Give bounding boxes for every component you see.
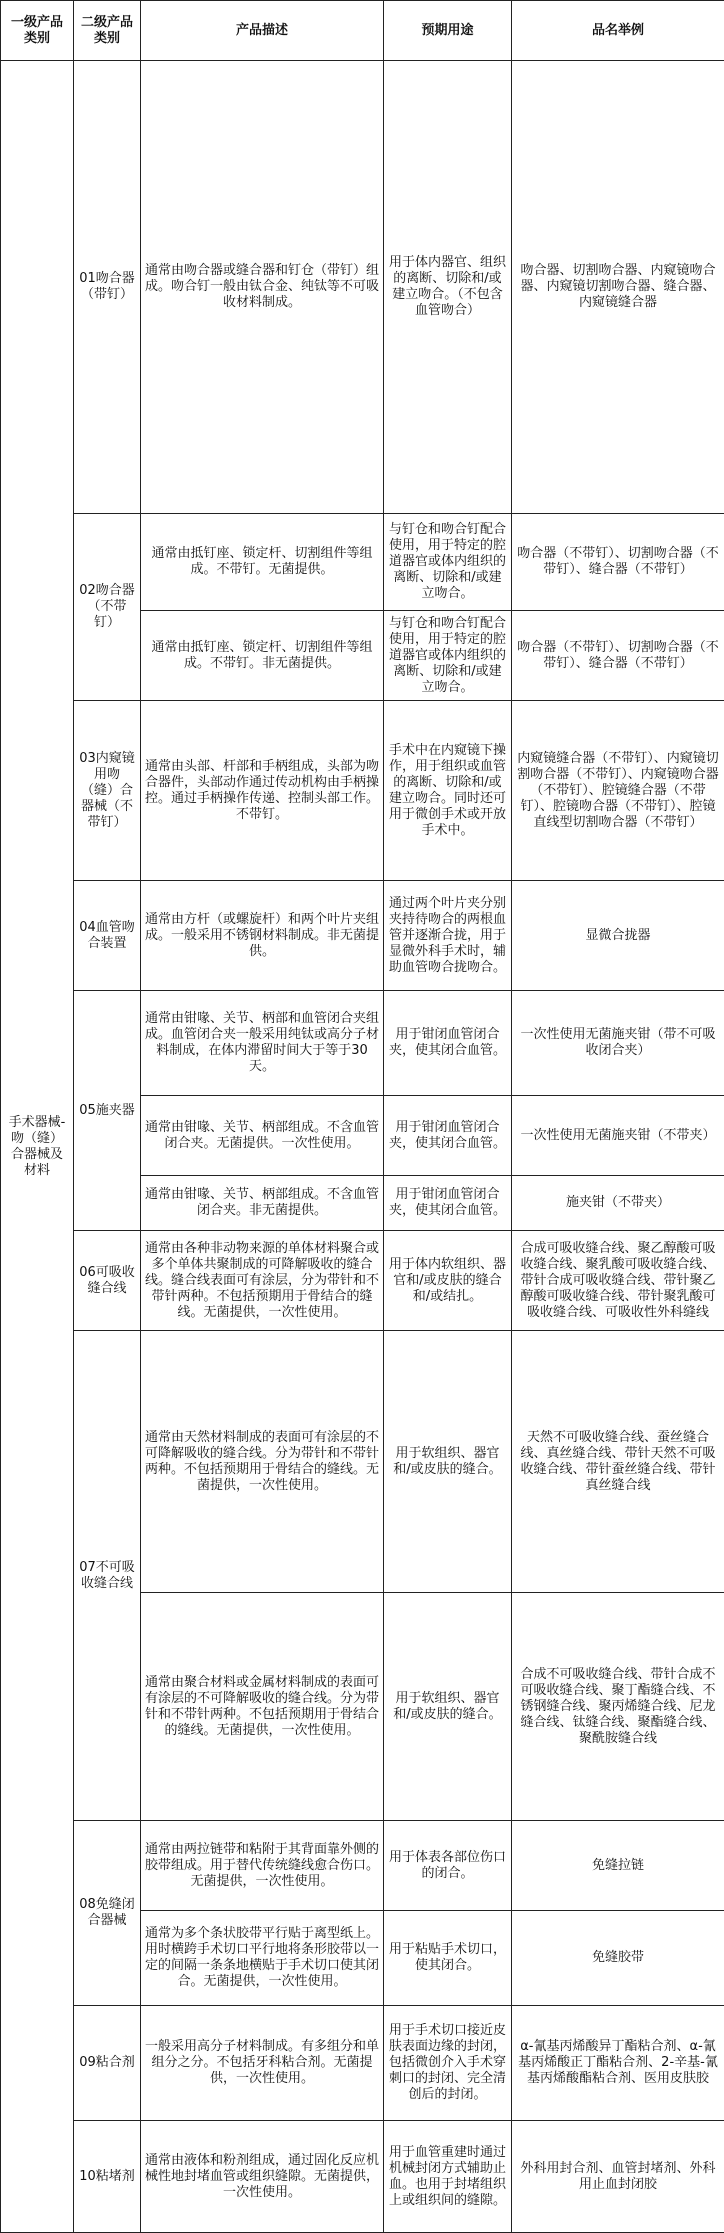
description-cell: 通常由方杆（或螺旋杆）和两个叶片夹组成。一般采用不锈钢材料制成。非无菌提供。 <box>141 881 384 991</box>
examples-cell: 天然不可吸收缝合线、蚕丝缝合线、真丝缝合线、带针天然不可吸收缝合线、带针蚕丝缝合线、带针真丝缝合线 <box>512 1331 724 1593</box>
primary-category-cell: 手术器械-吻（缝）合器械及材料 <box>1 61 74 2233</box>
table-row <box>1 1331 724 1593</box>
intended-use-cell: 通过两个叶片夹分别夹持待吻合的两根血管并逐渐合拢，用于显微外科手术时，辅助血管吻合拢吻合。 <box>384 881 512 991</box>
table-row <box>1 991 724 1096</box>
intended-use-cell: 用于钳闭血管闭合夹，使其闭合血管。 <box>384 1096 512 1176</box>
secondary-category-cell: 07不可吸收缝合线 <box>74 1331 141 1821</box>
secondary-category-cell: 08免缝闭合器械 <box>74 1821 141 2006</box>
header-description: 产品描述 <box>141 1 384 61</box>
examples-cell: 免缝拉链 <box>512 1821 724 1911</box>
intended-use-cell: 用于血管重建时通过机械封闭方式辅助止血。也用于封堵组织上或组织间的缝隙。 <box>384 2121 512 2233</box>
intended-use-cell: 用于钳闭血管闭合夹，使其闭合血管。 <box>384 991 512 1096</box>
header-secondary-category: 二级产品类别 <box>74 1 141 61</box>
table-row <box>1 1231 724 1331</box>
examples-cell: 一次性使用无菌施夹钳（带不可吸收闭合夹） <box>512 991 724 1096</box>
examples-cell: 一次性使用无菌施夹钳（不带夹） <box>512 1096 724 1176</box>
intended-use-cell: 与钉仓和吻合钉配合使用，用于特定的腔道器官或体内组织的离断、切除和/或建立吻合。 <box>384 611 512 701</box>
secondary-category-cell: 03内窥镜用吻（缝）合器械（不带钉） <box>74 701 141 881</box>
description-cell: 通常由吻合器或缝合器和钉仓（带钉）组成。吻合钉一般由钛合金、纯钛等不可吸收材料制成。 <box>141 61 384 514</box>
examples-cell: 显微合拢器 <box>512 881 724 991</box>
description-cell: 通常为多个条状胶带平行贴于离型纸上。用时横跨手术切口平行地将条形胶带以一定的间隔一条条地横贴于手术切口使其闭合。无菌提供，一次性使用。 <box>141 1911 384 2006</box>
table-row <box>1 2006 724 2121</box>
intended-use-cell: 用于体表各部位伤口的闭合。 <box>384 1821 512 1911</box>
intended-use-cell: 用于软组织、器官和/或皮肤的缝合。 <box>384 1331 512 1593</box>
examples-cell: 外科用封合剂、血管封堵剂、外科用止血封闭胶 <box>512 2121 724 2233</box>
table-row <box>1 61 724 514</box>
description-cell: 通常由抵钉座、锁定杆、切割组件等组成。不带钉。无菌提供。 <box>141 514 384 611</box>
examples-cell: 免缝胶带 <box>512 1911 724 2006</box>
description-cell: 通常由液体和粉剂组成，通过固化反应机械性地封堵血管或组织缝隙。无菌提供，一次性使用。 <box>141 2121 384 2233</box>
secondary-category-cell: 02吻合器（不带钉） <box>74 514 141 701</box>
description-cell: 一般采用高分子材料制成。有多组分和单组分之分。不包括牙科粘合剂。无菌提供，一次性使用。 <box>141 2006 384 2121</box>
table-row <box>1 1821 724 1911</box>
description-cell: 通常由钳喙、关节、柄部和血管闭合夹组成。血管闭合夹一般采用纯钛或高分子材料制成，在体内滞留时间大于等于30天。 <box>141 991 384 1096</box>
description-cell: 通常由天然材料制成的表面可有涂层的不可降解吸收的缝合线。分为带针和不带针两种。不包括预期用于骨结合的缝线。无菌提供，一次性使用。 <box>141 1331 384 1593</box>
secondary-category-cell: 04血管吻合装置 <box>74 881 141 991</box>
description-cell: 通常由两拉链带和粘附于其背面靠外侧的胶带组成。用于替代传统缝线愈合伤口。无菌提供，一次性使用。 <box>141 1821 384 1911</box>
intended-use-cell: 用于钳闭血管闭合夹，使其闭合血管。 <box>384 1176 512 1231</box>
secondary-category-cell: 10粘堵剂 <box>74 2121 141 2233</box>
description-cell: 通常由各种非动物来源的单体材料聚合或多个单体共聚制成的可降解吸收的缝合线。缝合线表面可有涂层，分为带针和不带针两种。不包括预期用于骨结合的缝线。无菌提供，一次性使用。 <box>141 1231 384 1331</box>
examples-cell: α-氰基丙烯酸异丁酯粘合剂、α-氰基丙烯酸正丁酯粘合剂、2-辛基-氰基丙烯酸酯粘合剂、医用皮肤胶 <box>512 2006 724 2121</box>
intended-use-cell: 用于体内软组织、器官和/或皮肤的缝合和/或结扎。 <box>384 1231 512 1331</box>
table-row <box>1 701 724 881</box>
description-cell: 通常由抵钉座、锁定杆、切割组件等组成。不带钉。非无菌提供。 <box>141 611 384 701</box>
description-cell: 通常由聚合材料或金属材料制成的表面可有涂层的不可降解吸收的缝合线。分为带针和不带针两种。不包括预期用于骨结合的缝线。无菌提供，一次性使用。 <box>141 1593 384 1821</box>
header-examples: 品名举例 <box>512 1 724 61</box>
secondary-category-cell: 01吻合器（带钉） <box>74 61 141 514</box>
intended-use-cell: 手术中在内窥镜下操作，用于组织或血管的离断、切除和/或建立吻合。同时还可用于微创手术或开放手术中。 <box>384 701 512 881</box>
intended-use-cell: 与钉仓和吻合钉配合使用，用于特定的腔道器官或体内组织的离断、切除和/或建立吻合。 <box>384 514 512 611</box>
secondary-category-cell: 05施夹器 <box>74 991 141 1231</box>
examples-cell: 吻合器（不带钉）、切割吻合器（不带钉）、缝合器（不带钉） <box>512 611 724 701</box>
intended-use-cell: 用于粘贴手术切口，使其闭合。 <box>384 1911 512 2006</box>
examples-cell: 吻合器、切割吻合器、内窥镜吻合器、内窥镜切割吻合器、缝合器、内窥镜缝合器 <box>512 61 724 514</box>
secondary-category-cell: 09粘合剂 <box>74 2006 141 2121</box>
header-intended-use: 预期用途 <box>384 1 512 61</box>
description-cell: 通常由钳喙、关节、柄部组成。不含血管闭合夹。非无菌提供。 <box>141 1176 384 1231</box>
examples-cell: 合成可吸收缝合线、聚乙醇酸可吸收缝合线、聚乳酸可吸收缝合线、带针合成可吸收缝合线、带针聚乙醇酸可吸收缝合线、带针聚乳酸可吸收缝合线、可吸收性外科缝线 <box>512 1231 724 1331</box>
header-primary-category: 一级产品类别 <box>1 1 74 61</box>
table-row <box>1 2121 724 2233</box>
examples-cell: 吻合器（不带钉）、切割吻合器（不带钉）、缝合器（不带钉） <box>512 514 724 611</box>
description-cell: 通常由钳喙、关节、柄部组成。不含血管闭合夹。无菌提供。一次性使用。 <box>141 1096 384 1176</box>
table-row <box>1 514 724 611</box>
secondary-category-cell: 06可吸收缝合线 <box>74 1231 141 1331</box>
intended-use-cell: 用于体内器官、组织的离断、切除和/或建立吻合。（不包含血管吻合） <box>384 61 512 514</box>
table-row <box>1 881 724 991</box>
examples-cell: 施夹钳（不带夹） <box>512 1176 724 1231</box>
examples-cell: 合成不可吸收缝合线、带针合成不可吸收缝合线、聚丁酯缝合线、不锈钢缝合线、聚丙烯缝合线、尼龙缝合线、钛缝合线、聚酯缝合线、聚酰胺缝合线 <box>512 1593 724 1821</box>
header-row <box>1 1 724 61</box>
intended-use-cell: 用于软组织、器官和/或皮肤的缝合。 <box>384 1593 512 1821</box>
intended-use-cell: 用于手术切口接近皮肤表面边缘的封闭，包括微创介入手术穿刺口的封闭、完全清创后的封闭。 <box>384 2006 512 2121</box>
description-cell: 通常由头部、杆部和手柄组成，头部为吻合器件，头部动作通过传动机构由手柄操控。通过手柄操作传递、控制头部工作。不带钉。 <box>141 701 384 881</box>
examples-cell: 内窥镜缝合器（不带钉）、内窥镜切割吻合器（不带钉）、内窥镜吻合器（不带钉）、腔镜缝合器（不带钉）、腔镜吻合器（不带钉）、腔镜直线型切割吻合器（不带钉） <box>512 701 724 881</box>
